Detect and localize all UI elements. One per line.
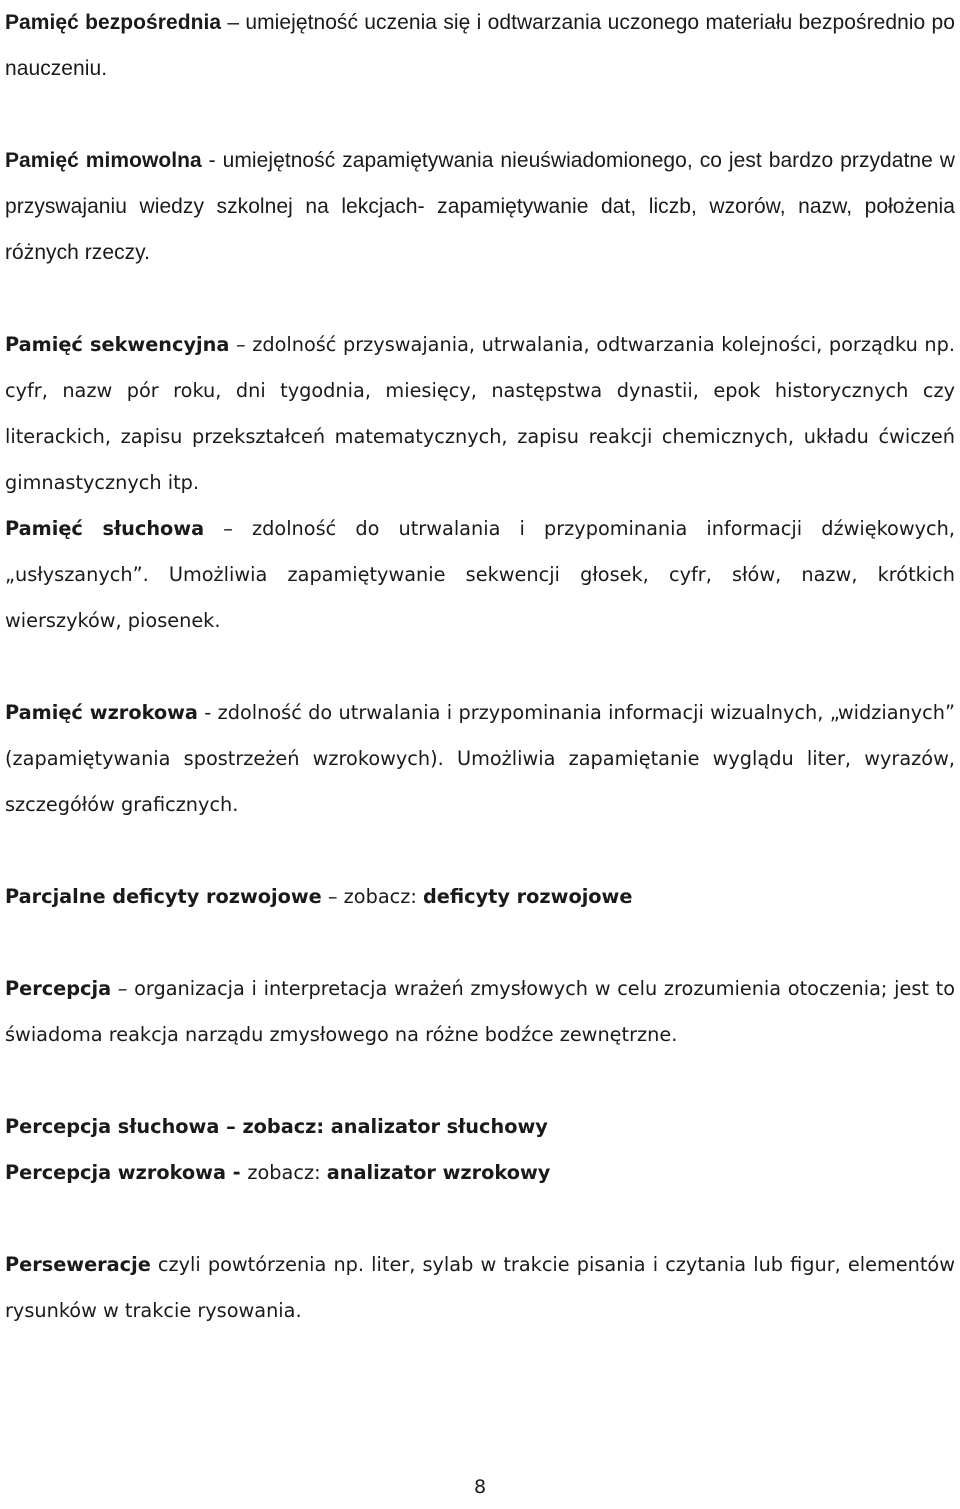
glossary-entry-percepcja-sluchowa xyxy=(5,1104,955,1150)
document-page xyxy=(5,0,955,1334)
glossary-entry-pamiec-sluchowa xyxy=(5,506,955,644)
term: Parcjalne deficyty rozwojowe xyxy=(5,885,322,908)
see-also-separator: – zobacz: xyxy=(321,885,423,908)
term: Pamięć wzrokowa xyxy=(5,701,198,724)
term: Perseweracje xyxy=(5,1253,151,1276)
glossary-entry-percepcja-wzrokowa xyxy=(5,1150,955,1196)
page-number: 8 xyxy=(473,1476,487,1498)
term: Pamięć sekwencyjna xyxy=(5,333,230,356)
definition: – zdolność do utrwalania i przypominania informacji dźwiękowych, „usłyszanych”. Umożliwia zapamiętywanie sekwencji głosek, cyfr, słów, nazw, krótkich wierszyków, piosenek. xyxy=(5,517,955,632)
glossary-entry-percepcja xyxy=(5,966,955,1058)
term: Percepcja słuchowa – zobacz: analizator słuchowy xyxy=(5,1115,548,1138)
definition: – zdolność przyswajania, utrwalania, odtwarzania kolejności, porządku np. cyfr, nazw pór roku, dni tygodnia, miesięcy, następstwa dynastii, epok historycznych czy literackich, zapisu przekształceń matematycznych, zapisu reakcji chemicznych, układu ćwiczeń gimnastycznych itp. xyxy=(5,333,955,494)
glossary-entry-pamiec-mimowolna xyxy=(5,138,955,276)
glossary-entry-parcjalne-deficyty xyxy=(5,874,955,920)
glossary-entry-perseweracje xyxy=(5,1242,955,1334)
see-also-dash: - xyxy=(225,1161,248,1184)
see-also-reference: analizator wzrokowy xyxy=(326,1161,551,1184)
see-also-reference: deficyty rozwojowe xyxy=(422,885,633,908)
definition: – organizacja i interpretacja wrażeń zmysłowych w celu zrozumienia otoczenia; jest to świadoma reakcja narządu zmysłowego na różne bodźce zewnętrzne. xyxy=(5,977,955,1046)
definition: – umiejętność uczenia się i odtwarzania uczonego materiału bezpośrednio po nauczeniu. xyxy=(5,11,955,80)
term: Pamięć słuchowa xyxy=(5,517,205,540)
definition: - zdolność do utrwalania i przypominania informacji wizualnych, „widzianych” (zapamiętywania spostrzeżeń wzrokowych). Umożliwia zapamiętanie wyglądu liter, wyrazów, szczegółów graficznych. xyxy=(5,701,955,816)
definition: czyli powtórzenia np. liter, sylab w trakcie pisania i czytania lub figur, elementów rysunków w trakcie rysowania. xyxy=(5,1253,955,1322)
term: Percepcja xyxy=(5,977,112,1000)
term: Pamięć bezpośrednia xyxy=(5,11,222,34)
glossary-entry-pamiec-wzrokowa xyxy=(5,690,955,828)
term: Percepcja wzrokowa xyxy=(5,1161,226,1184)
see-also-separator: zobacz: xyxy=(247,1161,327,1184)
glossary-entry-pamiec-sekwencyjna xyxy=(5,322,955,506)
term: Pamięć mimowolna xyxy=(5,149,202,172)
glossary-entry-pamiec-bezposrednia xyxy=(5,0,955,92)
definition: - umiejętność zapamiętywania nieuświadomionego, co jest bardzo przydatne w przyswajaniu wiedzy szkolnej na lekcjach- zapamiętywanie dat, liczb, wzorów, nazw, położenia różnych rzeczy. xyxy=(5,149,955,264)
